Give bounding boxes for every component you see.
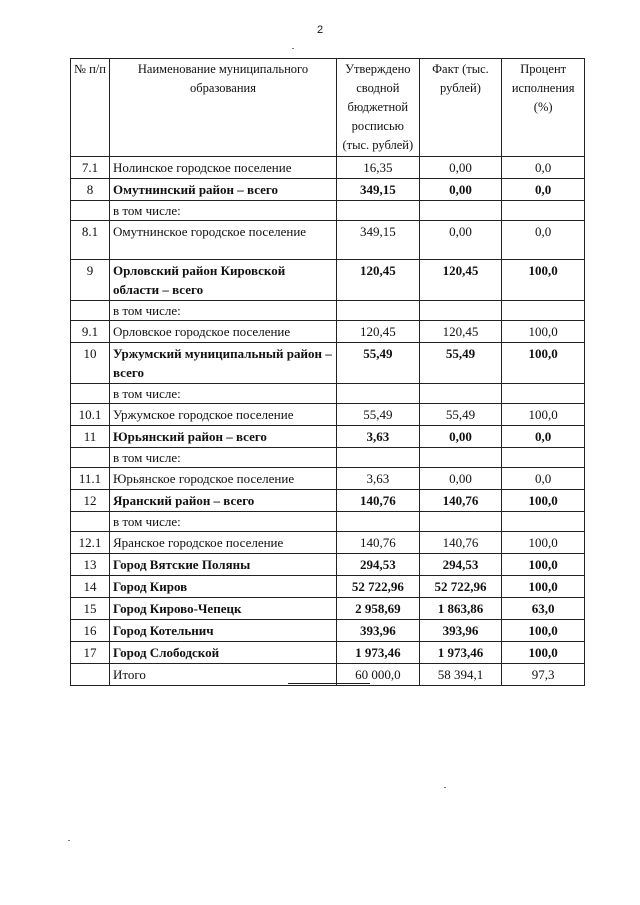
row-fact: 55,49 [419, 404, 502, 426]
row-name: в том числе: [110, 448, 337, 468]
row-fact: 1 863,86 [419, 598, 502, 620]
row-percent: 100,0 [502, 490, 585, 512]
row-percent: 63,0 [502, 598, 585, 620]
row-name: Город Вятские Поляны [110, 554, 337, 576]
row-fact: 0,00 [419, 468, 502, 490]
table-row [71, 642, 585, 664]
row-percent: 100,0 [502, 554, 585, 576]
row-percent [502, 201, 585, 221]
row-num: 8 [71, 179, 110, 201]
table-row [71, 426, 585, 448]
row-percent [502, 448, 585, 468]
row-name: Юрьянский район – всего [110, 426, 337, 448]
row-fact: 0,00 [419, 157, 502, 179]
row-fact: 393,96 [419, 620, 502, 642]
row-fact [419, 301, 502, 321]
table-row [71, 532, 585, 554]
row-percent: 100,0 [502, 260, 585, 301]
table-row [71, 468, 585, 490]
row-name: Город Котельнич [110, 620, 337, 642]
row-percent: 0,0 [502, 179, 585, 201]
row-approved: 120,45 [337, 260, 420, 301]
row-approved: 393,96 [337, 620, 420, 642]
row-percent: 97,3 [502, 664, 585, 686]
row-fact: 0,00 [419, 221, 502, 260]
table-row [71, 512, 585, 532]
row-approved: 3,63 [337, 426, 420, 448]
row-num: 17 [71, 642, 110, 664]
row-num: 11.1 [71, 468, 110, 490]
row-approved [337, 201, 420, 221]
table-row [71, 384, 585, 404]
table-row [71, 179, 585, 201]
header-num: № п/п [71, 59, 110, 157]
row-percent: 100,0 [502, 576, 585, 598]
row-name: Уржумский муниципальный район – всего [110, 343, 337, 384]
row-approved [337, 448, 420, 468]
row-percent [502, 384, 585, 404]
row-name: Нолинское городское поселение [110, 157, 337, 179]
row-fact: 1 973,46 [419, 642, 502, 664]
row-fact: 55,49 [419, 343, 502, 384]
row-fact: 0,00 [419, 426, 502, 448]
table-row [71, 301, 585, 321]
row-fact: 140,76 [419, 490, 502, 512]
page-number: 2 [316, 24, 324, 36]
table-row [71, 620, 585, 642]
row-fact: 294,53 [419, 554, 502, 576]
row-name: Итого [110, 664, 337, 686]
row-approved: 3,63 [337, 468, 420, 490]
row-approved: 55,49 [337, 343, 420, 384]
row-approved: 294,53 [337, 554, 420, 576]
table-row [71, 490, 585, 512]
table-row [71, 321, 585, 343]
row-percent: 100,0 [502, 343, 585, 384]
row-name: в том числе: [110, 512, 337, 532]
row-percent: 0,0 [502, 221, 585, 260]
row-approved: 140,76 [337, 490, 420, 512]
row-name: Город Слободской [110, 642, 337, 664]
row-num: 13 [71, 554, 110, 576]
header-fact: Факт (тыс. рублей) [419, 59, 502, 157]
row-fact: 0,00 [419, 179, 502, 201]
row-fact: 140,76 [419, 532, 502, 554]
row-name: Орловское городское поселение [110, 321, 337, 343]
row-name: Омутнинский район – всего [110, 179, 337, 201]
scan-speck [292, 48, 294, 49]
row-approved [337, 301, 420, 321]
table-row [71, 404, 585, 426]
row-name: Омутнинское городское поселение [110, 221, 337, 260]
row-name: Яранское городское поселение [110, 532, 337, 554]
row-num: 9.1 [71, 321, 110, 343]
row-approved: 60 000,0 [337, 664, 420, 686]
row-percent: 100,0 [502, 642, 585, 664]
row-name: в том числе: [110, 301, 337, 321]
row-num: 10.1 [71, 404, 110, 426]
table-row [71, 221, 585, 260]
row-percent [502, 512, 585, 532]
row-num [71, 664, 110, 686]
table-row [71, 157, 585, 179]
row-approved: 349,15 [337, 221, 420, 260]
row-num: 14 [71, 576, 110, 598]
row-name: Город Кирово-Чепецк [110, 598, 337, 620]
row-approved: 55,49 [337, 404, 420, 426]
row-num [71, 301, 110, 321]
row-num [71, 201, 110, 221]
row-fact [419, 384, 502, 404]
table-row [71, 598, 585, 620]
row-fact: 58 394,1 [419, 664, 502, 686]
row-percent [502, 301, 585, 321]
row-percent: 0,0 [502, 426, 585, 448]
row-name: Орловский район Кировской области – всего [110, 260, 337, 301]
row-name: в том числе: [110, 384, 337, 404]
row-percent: 100,0 [502, 321, 585, 343]
row-num: 10 [71, 343, 110, 384]
table-row [71, 260, 585, 301]
scan-speck [68, 840, 70, 841]
table-row [71, 448, 585, 468]
table-row [71, 576, 585, 598]
row-percent: 100,0 [502, 620, 585, 642]
row-num: 9 [71, 260, 110, 301]
row-percent: 100,0 [502, 404, 585, 426]
table-header-row [71, 59, 585, 157]
row-num [71, 448, 110, 468]
table-row [71, 343, 585, 384]
row-num [71, 512, 110, 532]
header-percent: Процент исполнения (%) [502, 59, 585, 157]
row-approved: 16,35 [337, 157, 420, 179]
header-name: Наименование муниципального образования [110, 59, 337, 157]
table-row [71, 201, 585, 221]
row-approved: 2 958,69 [337, 598, 420, 620]
row-percent: 100,0 [502, 532, 585, 554]
row-num: 16 [71, 620, 110, 642]
table-row [71, 554, 585, 576]
row-approved: 52 722,96 [337, 576, 420, 598]
row-num: 15 [71, 598, 110, 620]
row-name: в том числе: [110, 201, 337, 221]
row-approved: 140,76 [337, 532, 420, 554]
row-num: 12 [71, 490, 110, 512]
row-num: 7.1 [71, 157, 110, 179]
scan-speck [444, 787, 446, 788]
row-name: Город Киров [110, 576, 337, 598]
row-approved: 1 973,46 [337, 642, 420, 664]
row-num: 12.1 [71, 532, 110, 554]
row-fact [419, 448, 502, 468]
row-fact [419, 201, 502, 221]
row-approved [337, 384, 420, 404]
row-approved: 120,45 [337, 321, 420, 343]
row-num: 8.1 [71, 221, 110, 260]
row-approved: 349,15 [337, 179, 420, 201]
row-fact: 120,45 [419, 260, 502, 301]
row-num [71, 384, 110, 404]
row-fact: 52 722,96 [419, 576, 502, 598]
row-percent: 0,0 [502, 468, 585, 490]
header-approved: Утверждено сводной бюджетной росписью (тыс. рублей) [337, 59, 420, 157]
row-name: Уржумское городское поселение [110, 404, 337, 426]
row-fact: 120,45 [419, 321, 502, 343]
row-approved [337, 512, 420, 532]
row-percent: 0,0 [502, 157, 585, 179]
row-fact [419, 512, 502, 532]
budget-table [70, 58, 585, 686]
row-name: Яранский район – всего [110, 490, 337, 512]
row-name: Юрьянское городское поселение [110, 468, 337, 490]
row-num: 11 [71, 426, 110, 448]
end-separator-line [288, 683, 370, 684]
